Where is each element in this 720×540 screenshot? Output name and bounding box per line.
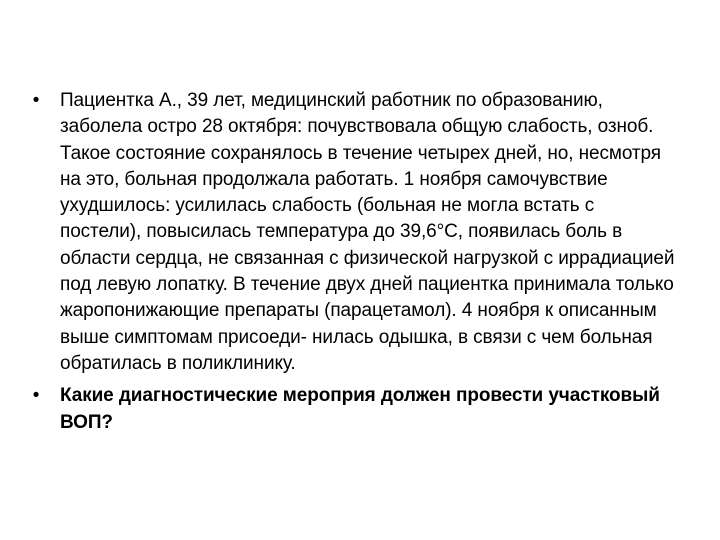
question-item [28, 383, 678, 436]
question-text: Какие диагностические мероприя должен провести участковый ВОП? [60, 385, 660, 433]
case-description-item [28, 88, 678, 377]
bullet-icon: • [32, 385, 40, 407]
case-description-text: Пациентка А., 39 лет, медицинский работник по образованию, заболела остро 28 октября: почувствовала общую слабость, озноб. Такое состояние сохранялось в течение четырех дней, но, несмотря на это, больная продолжала работать. 1 ноября самочувствие ухудшилось: усилилась слабость (больная не могла встать с постели), повысилась температура до 39,6°С, появилась боль в области сердца, не связанная с физической нагрузкой с иррадиацией под левую лопатку. В течение двух дней пациентка принимала только жаропонижающие препараты (парацетамол). 4 ноября к описанным выше симптомам присоеди- нилась одышка, в связи с чем больная обратилась в поликлинику. [60, 90, 675, 374]
bullet-list [28, 88, 678, 436]
bullet-icon: • [32, 90, 40, 111]
